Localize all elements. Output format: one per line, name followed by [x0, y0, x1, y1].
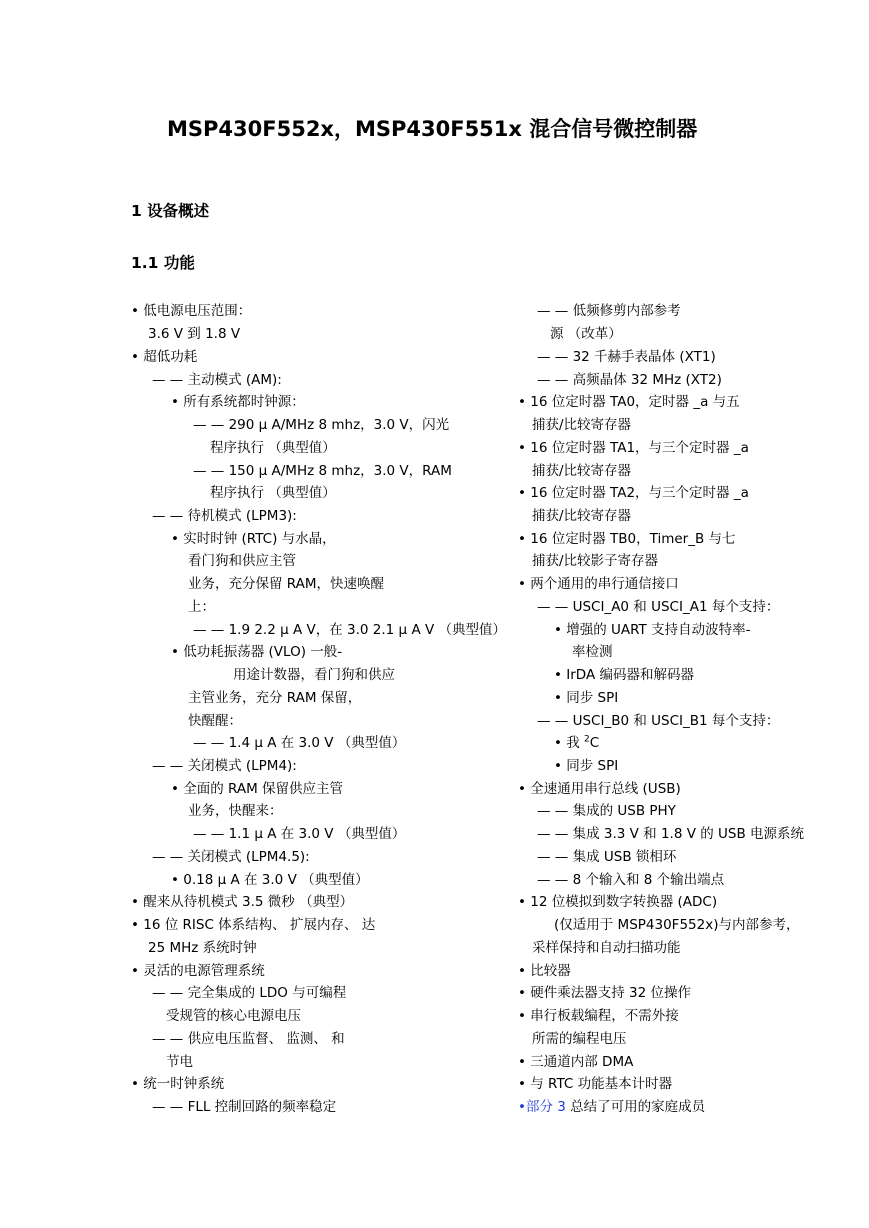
list-item: • 与 RTC 功能基本计时器	[518, 1076, 673, 1092]
list-item: • 统一时钟系统	[131, 1076, 225, 1092]
list-item: • 16 位定时器 TA2，与三个定时器 _a	[518, 485, 749, 501]
list-item: — — 高频晶体 32 MHz (XT2)	[537, 372, 722, 388]
list-item: • 16 位定时器 TB0，Timer_B 与七	[518, 531, 736, 547]
list-item: 上：	[188, 599, 215, 615]
list-item: • 同步 SPI	[554, 690, 619, 706]
list-item: • 全面的 RAM 保留供应主管	[171, 781, 344, 797]
i2c-tail: C	[589, 735, 600, 751]
list-item: — — 主动模式 (AM):	[152, 372, 282, 388]
list-item: 25 MHz 系统时钟	[148, 940, 257, 956]
list-item: • 16 位定时器 TA0，定时器 _a 与五	[518, 394, 740, 410]
list-item: • 比较器	[518, 963, 571, 979]
list-item-family-summary	[518, 1098, 705, 1116]
list-item: • 低功耗振荡器 (VLO) 一般-	[171, 644, 343, 660]
list-item: — — 关闭模式 (LPM4.5):	[152, 849, 310, 865]
list-item: • 同步 SPI	[554, 758, 619, 774]
list-item: • 全速通用串行总线 (USB)	[518, 781, 681, 797]
list-item: • 低电源电压范围：	[131, 303, 252, 319]
list-item: — — 150 μ A/MHz 8 mhz，3.0 V，RAM	[193, 463, 452, 479]
list-item: • 实时时钟 (RTC) 与水晶，	[171, 531, 336, 547]
list-item: 采样保持和自动扫描功能	[532, 940, 681, 956]
section-3-link[interactable]: 部分 3	[525, 1099, 566, 1115]
family-summary-text: 总结了可用的家庭成员	[565, 1099, 706, 1115]
list-item: — — 1.4 μ A 在 3.0 V （典型值）	[193, 735, 406, 751]
list-item: — — 供应电压监督、 监测、 和	[152, 1031, 345, 1047]
list-item: (仅适用于 MSP430F552x)与内部参考，	[554, 917, 800, 933]
list-item: 源 （改革）	[550, 326, 622, 342]
list-item: • 硬件乘法器支持 32 位操作	[518, 985, 692, 1001]
list-item: • 所有系统都时钟源：	[171, 394, 305, 410]
list-item: • 增强的 UART 支持自动波特率-	[554, 622, 751, 638]
list-item: — — 8 个输入和 8 个输出端点	[537, 872, 725, 888]
list-item: • 两个通用的串行通信接口	[518, 576, 679, 592]
list-item: — — 低频修剪内部参考	[537, 303, 681, 319]
list-item: 主管业务，充分 RAM 保留，	[188, 690, 362, 706]
list-item: 受规管的核心电源电压	[166, 1008, 301, 1024]
list-item: • 串行板载编程，不需外接	[518, 1008, 679, 1024]
list-item: 节电	[166, 1054, 193, 1070]
list-item: 捕获/比较寄存器	[532, 417, 632, 433]
section-heading-device-overview: 1 设备概述	[131, 202, 210, 220]
list-item: — — USCI_A0 和 USCI_A1 每个支持：	[537, 599, 780, 615]
list-item: 业务，快醒来：	[188, 803, 283, 819]
list-item: 看门狗和供应主管	[188, 553, 296, 569]
list-item: 业务，充分保留 RAM，快速唤醒	[188, 576, 385, 592]
list-item: • 灵活的电源管理系统	[131, 963, 265, 979]
list-item: 3.6 V 到 1.8 V	[148, 326, 241, 342]
i2c-label: • 我	[554, 735, 585, 751]
section-heading-features: 1.1 功能	[131, 254, 195, 272]
list-item: — — FLL 控制回路的频率稳定	[152, 1099, 337, 1115]
list-item: — — 1.1 μ A 在 3.0 V （典型值）	[193, 826, 406, 842]
list-item: • 16 位 RISC 体系结构、 扩展内存、 达	[131, 917, 376, 933]
list-item: • 0.18 μ A 在 3.0 V （典型值）	[171, 872, 369, 888]
list-item: — — 1.9 2.2 μ A V，在 3.0 2.1 μ A V （典型值）	[193, 622, 506, 638]
list-item: • 三通道内部 DMA	[518, 1054, 634, 1070]
list-item: 捕获/比较寄存器	[532, 508, 632, 524]
list-item: • 12 位模拟到数字转换器 (ADC)	[518, 894, 718, 910]
list-item: — — 32 千赫手表晶体 (XT1)	[537, 349, 716, 365]
list-item: 快醒醒：	[188, 713, 242, 729]
list-item: — — USCI_B0 和 USCI_B1 每个支持：	[537, 713, 780, 729]
list-item: 捕获/比较寄存器	[532, 463, 632, 479]
list-item: • 16 位定时器 TA1，与三个定时器 _a	[518, 440, 749, 456]
list-item: 率检测	[572, 644, 613, 660]
document-title: MSP430F552x，MSP430F551x 混合信号微控制器	[167, 117, 698, 141]
list-item: 程序执行 （典型值）	[210, 485, 336, 501]
list-item: — — 待机模式 (LPM3):	[152, 508, 297, 524]
list-item: • 醒来从待机模式 3.5 微秒 （典型）	[131, 894, 354, 910]
list-item: — — 集成的 USB PHY	[537, 803, 676, 819]
list-item: — — 290 μ A/MHz 8 mhz，3.0 V，闪光	[193, 417, 450, 433]
list-item-i2c	[554, 734, 599, 752]
list-item: • 超低功耗	[131, 349, 198, 365]
list-item: 用途计数器，看门狗和供应	[233, 667, 395, 683]
list-item: 捕获/比较影子寄存器	[532, 553, 659, 569]
list-item: • IrDA 编码器和解码器	[554, 667, 694, 683]
list-item: 程序执行 （典型值）	[210, 440, 336, 456]
family-bullet: •	[518, 1099, 526, 1115]
list-item: — — 集成 3.3 V 和 1.8 V 的 USB 电源系统	[537, 826, 805, 842]
i2c-superscript: 2	[584, 734, 590, 745]
list-item: — — 完全集成的 LDO 与可编程	[152, 985, 347, 1001]
list-item: — — 集成 USB 锁相环	[537, 849, 677, 865]
list-item: — — 关闭模式 (LPM4):	[152, 758, 297, 774]
list-item: 所需的编程电压	[532, 1031, 627, 1047]
